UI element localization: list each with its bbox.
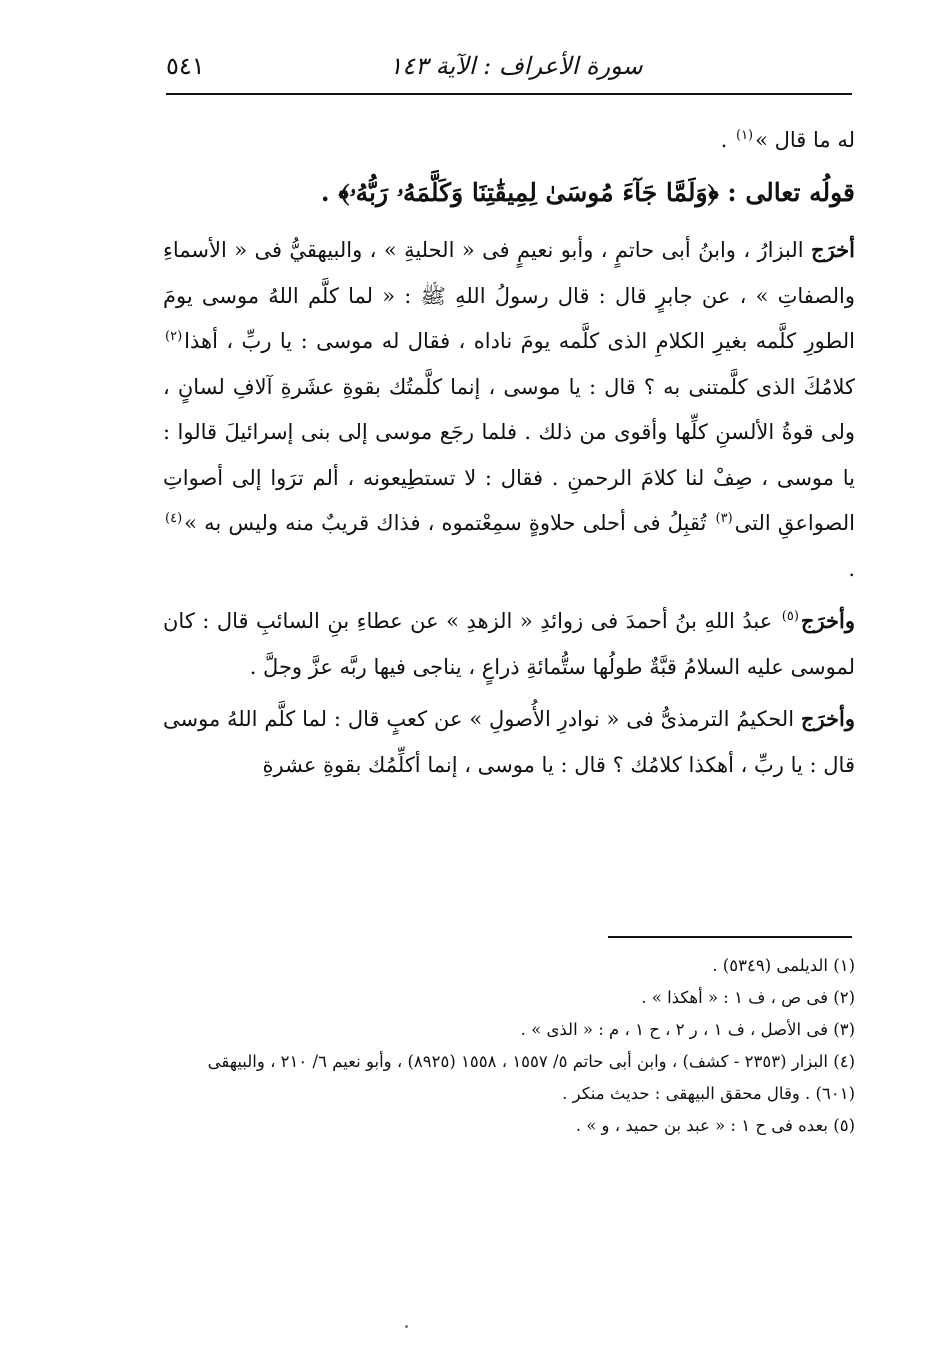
footnote-1: (١) الديلمى (٥٣٤٩) . [712,956,855,975]
footnote-marker: (١) [735,128,754,143]
footnote-4: (٤) البزار (٢٣٥٣ - كشف) ، وابن أبى حاتم ٥/ ١٥٥٧ ، ١٥٥٨ (٨٩٢٥) ، وأبو نعيم ٦/ ٢١٠ ، والبيهقى (٦٠١) . وقال محقق البيهقى : حديث منكر . [207,1052,855,1103]
footnote-3: (٣) فى الأصل ، ف ١ ، ر ٢ ، ح ١ ، م : « الذى » . [520,1020,855,1039]
footnotes [163,950,855,1142]
main-text [163,118,855,794]
paragraph-text: عبدُ اللهِ بنُ أحمدَ فى زوائدِ « الزهدِ » عن عطاءِ بنِ السائبِ قال : كان لموسى عليه السلامُ قبَّةٌ طولُها ستُّمائةِ ذراعٍ ، يناجى فيها ربَّه عزَّ وجلَّ . [163,609,855,679]
paragraph-bazzar [163,227,855,592]
paragraph-lead: وأخرَج [800,608,855,633]
running-head [166,52,852,92]
paragraph-lead: وأخرَج [800,706,855,731]
paragraph-text: له ما قال » [755,128,855,152]
paragraph-tirmidhi [163,696,855,788]
footnote-2: (٢) فى ص ، ف ١ : « أهكذا » . [641,988,855,1007]
paragraph-text: . [848,556,855,581]
footnote-marker: (٣) [715,511,733,526]
paragraph-continued [163,118,855,164]
footnote-marker: (٤) [165,511,183,526]
paragraph-abdullah [163,598,855,690]
footnote-marker: (٢) [165,329,183,344]
paragraph-text: تُقبِلُ فى أحلى حلاوةٍ سمِعْتموه ، فذاك قريبٌ منه وليس به » [184,511,714,535]
scan-speck [405,1325,408,1328]
paragraph-lead: أخرَج [811,237,855,262]
header-rule [166,93,852,95]
page-number: ٥٤١ [166,52,205,80]
paragraph-text: الحكيمُ الترمذىُّ فى « نوادرِ الأُصولِ » عن كعبٍ قال : لما كلَّم اللهُ موسى قال : يا ربِّ ، أهكذا كلامُك ؟ قال : يا موسى ، إنما أكلِّمُك بقوةِ عشرةِ [163,707,855,777]
paragraph-text: كلامُكَ الذى كلَّمتنى به ؟ قال : يا موسى ، إنما كلَّمتُك بقوةِ عشَرةِ آلافِ لسانٍ ، ولى قوةُ الألسنِ كلِّها وأقوى من ذلك . فلما رجَع موسى إلى بنى إسرائيلَ قالوا : يا موسى ، صِفْ لنا كلامَ الرحمنِ . فقال : لا تستطِيعونه ، ألم ترَوا إلى أصواتِ الصواعقِ التى [163,374,856,535]
footnote-rule [608,936,852,938]
paragraph-text: . [720,128,734,152]
footnote-marker: (٥) [781,609,799,624]
footnote-5: (٥) بعده فى ح ١ : « عبد بن حميد ، و » . [575,1116,855,1135]
verse-heading: قولُه تعالى : ﴿وَلَمَّا جَآءَ مُوسَىٰ لِمِيقَٰتِنَا وَكَلَّمَهُۥ رَبُّهُۥ﴾ . [320,177,855,207]
paragraph-text: البزارُ ، وابنُ أبى حاتمٍ ، وأبو نعيمٍ فى « الحليةِ » ، والبيهقيُّ فى « الأسماءِ والصفاتِ » ، عن جابرٍ قال : قال رسولُ اللهِ ﷺ : « لما كلَّم اللهُ موسى يومَ الطورِ كلَّمه بغيرِ الكلامِ الذى كلَّمه يومَ ناداه ، فقال له موسى : يا ربِّ ، أهذا [163,238,855,353]
surah-title: سورة الأعراف : الآية ١٤٣ [389,52,643,80]
